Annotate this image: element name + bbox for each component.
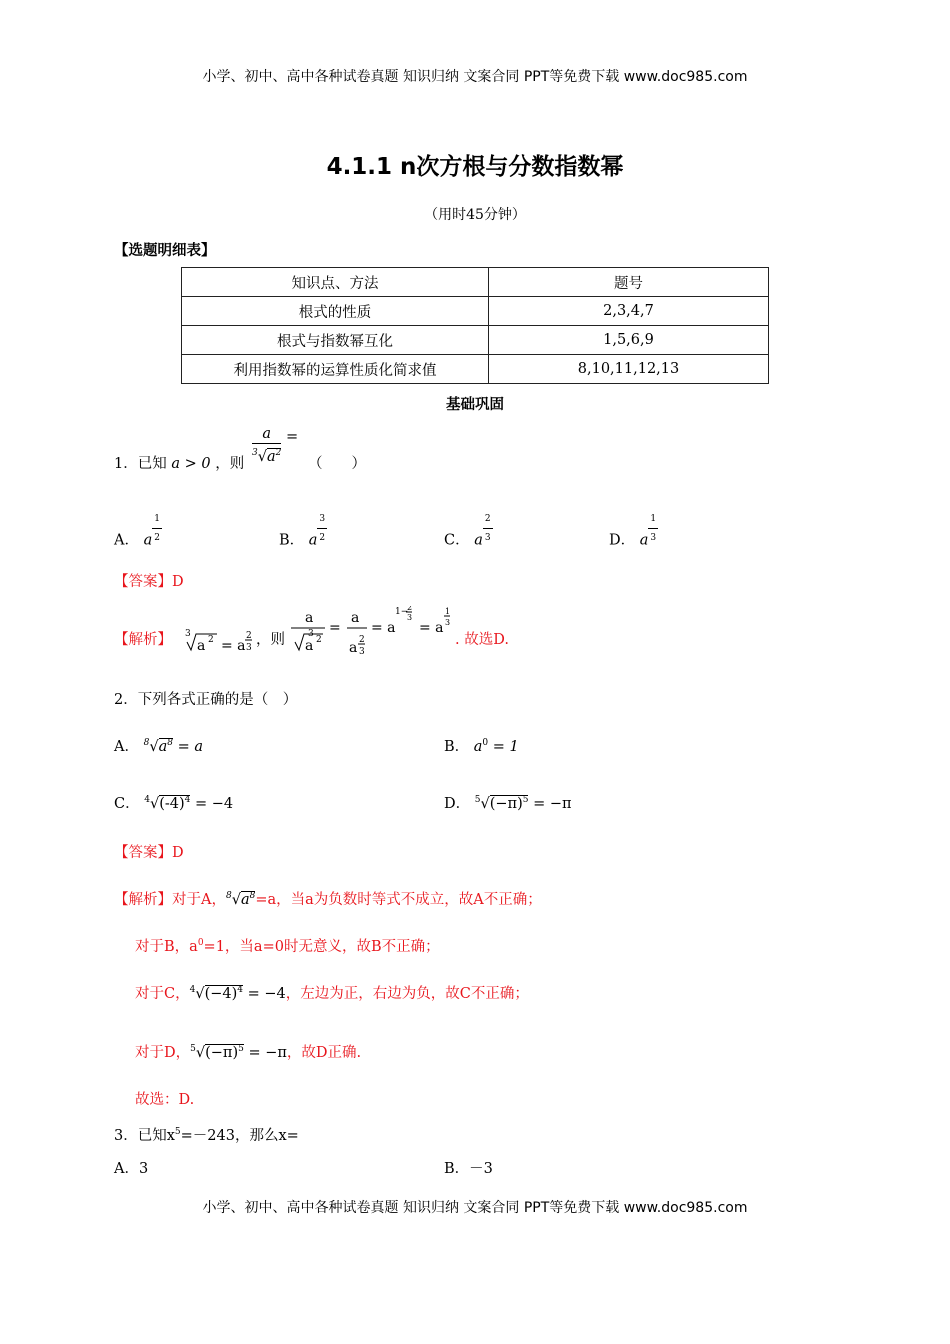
- root-exp: 4: [237, 985, 244, 996]
- q1-stem-prefix: 1．已知: [114, 456, 167, 472]
- root-base: (−4): [204, 986, 238, 1002]
- svg-text:3: 3: [359, 647, 365, 657]
- table-cell: 1,5,6,9: [489, 326, 769, 355]
- analysis-tag: 【解析】: [114, 892, 172, 908]
- q2-analysis-b: [135, 935, 440, 956]
- analysis-text: ，故D正确.: [286, 1045, 362, 1061]
- svg-text:a: a: [351, 610, 360, 626]
- analysis-text: =1，当a=0时无意义，故B不正确；: [203, 939, 440, 955]
- option-exp-den: 2: [154, 533, 160, 543]
- svg-text:2: 2: [359, 635, 365, 645]
- q1-option-b[interactable]: [279, 514, 327, 559]
- option-exp-den: 2: [319, 533, 326, 543]
- option-label: C．: [444, 532, 470, 549]
- option-exp-den: 3: [650, 533, 657, 543]
- option-label: A．: [114, 739, 139, 755]
- answer-value: D: [172, 845, 184, 861]
- option-label: B．: [279, 532, 305, 549]
- q3-option-b[interactable]: B．－3: [444, 1161, 493, 1177]
- root-index: 8: [225, 891, 232, 902]
- svg-text:1: 1: [445, 607, 451, 616]
- q2-analysis-c: 对于C，$^4√(-4)^4 = -4$，左边为正，右边为负，故C不正确；: [135, 985, 529, 1002]
- root-index: 8: [143, 738, 150, 749]
- table-cell: 利用指数幂的运算性质化简求值: [182, 355, 489, 384]
- analysis-sup: 0: [197, 938, 204, 949]
- analysis-tag: 【解析】: [114, 632, 172, 648]
- svg-text:2: 2: [407, 606, 413, 612]
- svg-text:2: 2: [246, 631, 252, 641]
- page-header: 小学、初中、高中各种试卷真题 知识归纳 文案合同 PPT等免费下载 www.doc985.com: [202, 69, 748, 85]
- root-base: a: [240, 892, 250, 908]
- answer-tag: 【答案】: [114, 845, 172, 861]
- q1-option-a[interactable]: [114, 514, 162, 559]
- q2-final: 故选：D.: [135, 1092, 195, 1108]
- q1-frac-den: a: [266, 448, 276, 465]
- option-base: a: [158, 739, 168, 755]
- q1-fraction: $\frac{a}{^3√a^2}$ =: [252, 426, 299, 465]
- q1-frac-num: a: [252, 425, 281, 444]
- q2-analysis-d: 对于D，$^5√(-\pi)^5 = -\pi$，故D正确.: [135, 1044, 362, 1061]
- option-exp: 0: [482, 738, 489, 749]
- option-exp-num: 3: [317, 510, 327, 529]
- option-exp: 4: [184, 795, 191, 806]
- svg-text:3: 3: [308, 629, 314, 639]
- option-base: (−π): [489, 796, 523, 812]
- option-exp: 8: [167, 738, 173, 749]
- detail-label: 【选题明细表】: [114, 243, 216, 259]
- option-exp: 5: [522, 795, 529, 806]
- root-index: 4: [144, 795, 150, 806]
- svg-text:3: 3: [407, 613, 413, 622]
- option-label: C．: [114, 796, 140, 812]
- svg-text:a: a: [305, 638, 314, 654]
- option-rhs: = a: [177, 739, 203, 755]
- table-row: [182, 326, 769, 355]
- option-base: a: [308, 532, 318, 549]
- svg-text:= a: = a: [221, 638, 246, 654]
- option-base: a: [143, 532, 153, 549]
- q1-stem-mid: ，则: [215, 456, 245, 472]
- analysis-text: 对于B，a: [135, 939, 198, 955]
- q3-option-a[interactable]: A．3: [114, 1161, 149, 1177]
- svg-text:2: 2: [208, 635, 214, 645]
- section-title: 基础巩固: [446, 397, 504, 413]
- q2-analysis-a: 【解析】对于A，$^8√a^8=a$，当a为负数时等式不成立，故A不正确；: [114, 891, 542, 908]
- q3-text: =－243，那么x=: [180, 1128, 299, 1144]
- root-index: 4: [189, 985, 196, 996]
- svg-text:1−: 1−: [395, 607, 409, 617]
- option-label: D．: [444, 796, 471, 812]
- svg-text:3: 3: [445, 618, 451, 627]
- table-header-cell: 题号: [489, 268, 769, 297]
- table-cell: 8,10,11,12,13: [489, 355, 769, 384]
- table-header-cell: 知识点、方法: [182, 268, 489, 297]
- q3-sup: 5: [174, 1127, 181, 1138]
- q2-option-a[interactable]: A． $^8√a^8 = a$: [114, 738, 203, 755]
- option-rhs: = −π: [533, 796, 572, 812]
- table-row: [182, 355, 769, 384]
- table-cell: 根式的性质: [182, 297, 489, 326]
- svg-text:=: =: [329, 620, 341, 636]
- option-base: a: [639, 532, 649, 549]
- q1-frac-den-exp: 2: [275, 448, 282, 458]
- q1-analysis: [114, 628, 172, 649]
- q2-option-d[interactable]: D． $^5√(-\pi)^5 = -\pi$: [444, 795, 572, 812]
- root-exp: 5: [238, 1044, 244, 1055]
- option-base: a: [473, 739, 483, 755]
- page-footer: 小学、初中、高中各种试卷真题 知识归纳 文案合同 PPT等免费下载 www.doc985.com: [202, 1200, 748, 1216]
- root-index: 5: [474, 795, 481, 806]
- analysis-text: =a，当a为负数时等式不成立，故A不正确；: [255, 892, 542, 908]
- table-cell: 根式与指数幂互化: [182, 326, 489, 355]
- analysis-text: ，左边为正，右边为负，故C不正确；: [285, 986, 529, 1002]
- analysis-text: 对于C，: [135, 986, 190, 1002]
- option-label: A．: [114, 532, 139, 549]
- root-exp: 8: [249, 891, 256, 902]
- option-exp-num: 1: [648, 510, 658, 529]
- option-exp-num: 1: [152, 510, 162, 529]
- answer-tag: 【答案】: [114, 574, 172, 590]
- table-header-row: [182, 268, 769, 297]
- q1-option-d[interactable]: [609, 514, 658, 559]
- option-base: (-4): [159, 796, 185, 812]
- q2-stem: 2．下列各式正确的是（ ）: [114, 692, 298, 708]
- table-cell: 2,3,4,7: [489, 297, 769, 326]
- q1-analysis-end: . 故选D.: [455, 632, 509, 648]
- time-subtitle: （用时45分钟）: [424, 207, 526, 223]
- svg-text:a: a: [197, 638, 206, 654]
- table-row: [182, 297, 769, 326]
- q3-stem: [114, 1124, 299, 1145]
- option-exp-num: 2: [483, 510, 493, 529]
- svg-text:3: 3: [246, 643, 252, 653]
- svg-text:a: a: [349, 640, 358, 656]
- q2-answer: [114, 841, 184, 862]
- q1-answer: [114, 570, 184, 591]
- svg-text:2: 2: [316, 635, 322, 645]
- root-rhs: = −4: [247, 986, 286, 1002]
- q1-condition: a > 0: [171, 456, 211, 472]
- option-rhs: = −4: [195, 796, 234, 812]
- analysis-text: 对于A，: [172, 892, 226, 908]
- q3-text: 3．已知x: [114, 1128, 175, 1144]
- q1-eq: =: [285, 429, 299, 446]
- option-rhs: = 1: [492, 739, 519, 755]
- analysis-text: 对于D，: [135, 1045, 191, 1061]
- root-base: (−π): [205, 1045, 239, 1061]
- svg-text:= a: = a: [419, 620, 444, 636]
- answer-value: D: [172, 574, 184, 590]
- q1-paren: （ ）: [308, 456, 366, 472]
- root-rhs: = −π: [248, 1045, 287, 1061]
- q1-root-index: 3: [252, 448, 258, 458]
- q1-option-c[interactable]: [444, 514, 493, 559]
- q1-stem: [114, 452, 244, 473]
- svg-text:3: 3: [185, 629, 191, 639]
- option-label: D．: [609, 532, 636, 549]
- q1-analysis-mid: ，则: [256, 632, 285, 648]
- page-title: 4.1.1 n次方根与分数指数幂: [326, 154, 624, 180]
- option-exp-den: 3: [484, 533, 491, 543]
- option-label: B．: [444, 739, 470, 755]
- root-index: 5: [190, 1044, 196, 1055]
- option-base: a: [474, 532, 483, 549]
- q2-option-c[interactable]: C． $^4√(-4)^4 = -4$: [114, 795, 234, 812]
- svg-text:a: a: [305, 610, 314, 626]
- svg-text:= a: = a: [371, 620, 396, 636]
- topic-table: [181, 267, 769, 384]
- q2-option-b[interactable]: [444, 735, 519, 756]
